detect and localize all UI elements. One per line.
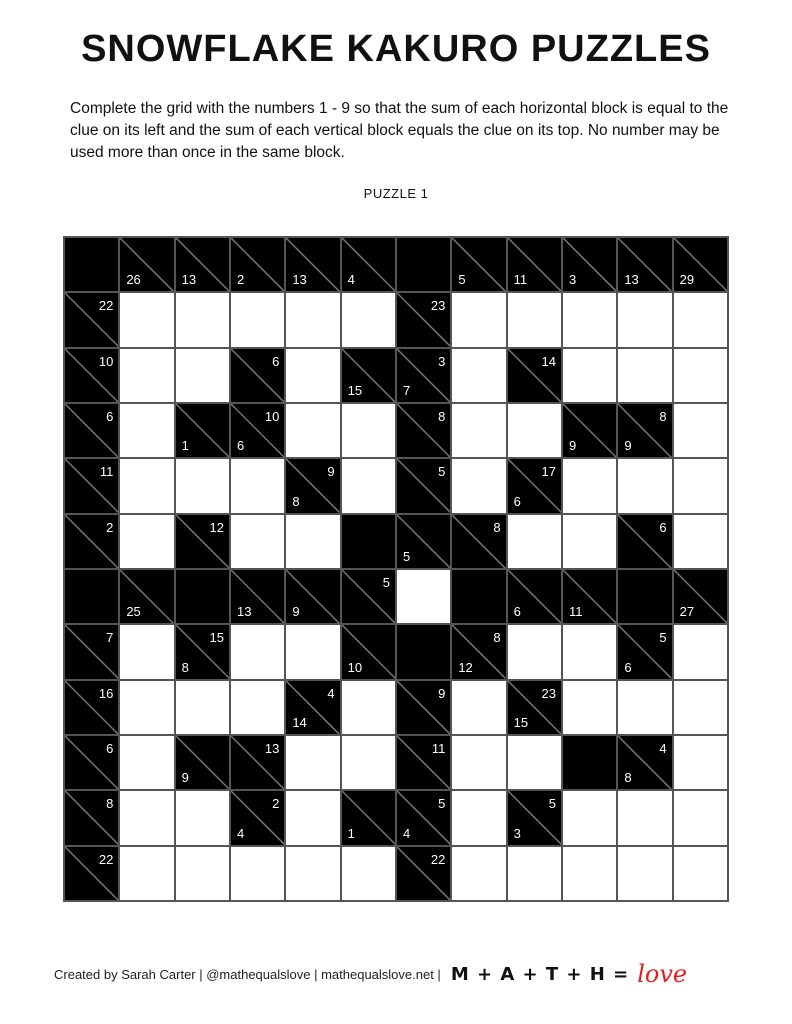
across-clue: 12 xyxy=(209,519,224,535)
clue-cell xyxy=(176,238,229,291)
across-clue: 11 xyxy=(99,464,114,480)
answer-cell[interactable] xyxy=(231,515,284,568)
answer-cell[interactable] xyxy=(452,459,505,512)
clue-cell xyxy=(65,515,118,568)
down-clue: 4 xyxy=(402,825,411,841)
answer-cell[interactable] xyxy=(508,293,561,346)
down-clue: 14 xyxy=(292,714,307,730)
across-clue: 16 xyxy=(98,685,114,701)
blocked-cell xyxy=(618,570,671,623)
answer-cell[interactable] xyxy=(563,791,616,844)
clue-cell xyxy=(397,349,450,402)
clue-cell xyxy=(618,625,671,678)
clue-cell xyxy=(618,404,671,457)
across-clue: 2 xyxy=(272,796,280,812)
clue-cell xyxy=(65,404,118,457)
down-clue: 7 xyxy=(402,382,411,398)
across-clue: 8 xyxy=(493,630,501,646)
down-clue: 15 xyxy=(513,714,529,730)
clue-cell xyxy=(342,238,395,291)
down-clue: 9 xyxy=(181,770,189,786)
clue-cell xyxy=(618,736,671,789)
down-clue: 3 xyxy=(568,272,577,288)
clue-cell xyxy=(65,625,118,678)
down-clue: 8 xyxy=(624,770,632,786)
clue-cell xyxy=(397,681,450,734)
down-clue: 5 xyxy=(458,272,466,288)
across-clue: 6 xyxy=(272,353,280,369)
down-clue: 12 xyxy=(458,659,473,675)
down-clue: 6 xyxy=(236,438,245,454)
down-clue: 13 xyxy=(181,272,197,288)
answer-cell[interactable] xyxy=(452,349,505,402)
across-clue: 6 xyxy=(659,519,667,535)
clue-cell xyxy=(342,349,395,402)
answer-cell[interactable] xyxy=(618,847,671,900)
down-clue: 25 xyxy=(126,604,141,620)
answer-cell[interactable] xyxy=(120,515,173,568)
across-clue: 10 xyxy=(264,408,280,424)
clue-cell xyxy=(176,736,229,789)
answer-cell[interactable] xyxy=(120,293,173,346)
answer-cell[interactable] xyxy=(120,349,173,402)
brand-logo: M + A + T + H = xyxy=(450,963,630,985)
clue-cell xyxy=(65,349,118,402)
down-clue: 9 xyxy=(292,604,300,620)
across-clue: 3 xyxy=(438,353,446,369)
blocked-cell xyxy=(342,515,395,568)
answer-cell[interactable] xyxy=(286,847,339,900)
answer-cell[interactable] xyxy=(674,404,727,457)
footer xyxy=(54,960,754,988)
clue-cell xyxy=(397,459,450,512)
down-clue: 6 xyxy=(513,604,521,620)
clue-cell xyxy=(397,847,450,900)
down-clue: 29 xyxy=(679,272,695,288)
clue-cell xyxy=(342,625,395,678)
clue-cell xyxy=(231,349,284,402)
answer-cell[interactable] xyxy=(342,404,395,457)
love-logo: love xyxy=(637,960,688,988)
clue-cell xyxy=(231,238,284,291)
clue-cell xyxy=(176,515,229,568)
clue-cell xyxy=(231,404,284,457)
clue-cell xyxy=(286,238,339,291)
down-clue: 13 xyxy=(236,604,252,620)
answer-cell[interactable] xyxy=(452,293,505,346)
answer-cell[interactable] xyxy=(674,847,727,900)
answer-cell[interactable] xyxy=(176,847,229,900)
clue-cell xyxy=(176,404,229,457)
answer-cell[interactable] xyxy=(674,349,727,402)
across-clue: 22 xyxy=(98,851,114,867)
footer-credits: Created by Sarah Carter | @mathequalslove | mathequalslove.net | xyxy=(54,966,441,982)
answer-cell[interactable] xyxy=(508,515,561,568)
down-clue: 1 xyxy=(347,825,355,841)
clue-cell xyxy=(452,515,505,568)
answer-cell[interactable] xyxy=(674,293,727,346)
across-clue: 5 xyxy=(382,574,390,590)
down-clue: 11 xyxy=(568,604,583,620)
clue-cell xyxy=(508,570,561,623)
answer-cell[interactable] xyxy=(618,459,671,512)
answer-cell[interactable] xyxy=(120,681,173,734)
answer-cell[interactable] xyxy=(563,293,616,346)
down-clue: 4 xyxy=(236,825,245,841)
clue-cell xyxy=(65,847,118,900)
answer-cell[interactable] xyxy=(231,681,284,734)
across-clue: 22 xyxy=(430,851,446,867)
across-clue: 5 xyxy=(438,796,446,812)
answer-cell[interactable] xyxy=(674,736,727,789)
answer-cell[interactable] xyxy=(286,625,339,678)
clue-cell xyxy=(65,736,118,789)
answer-cell[interactable] xyxy=(563,349,616,402)
across-clue: 6 xyxy=(106,408,114,424)
across-clue: 4 xyxy=(327,685,335,701)
answer-cell[interactable] xyxy=(176,349,229,402)
answer-cell[interactable] xyxy=(618,791,671,844)
down-clue: 15 xyxy=(347,382,363,398)
answer-cell[interactable] xyxy=(452,681,505,734)
answer-cell[interactable] xyxy=(563,847,616,900)
across-clue: 17 xyxy=(541,464,556,480)
clue-cell xyxy=(342,791,395,844)
answer-cell[interactable] xyxy=(176,681,229,734)
answer-cell[interactable] xyxy=(508,404,561,457)
down-clue: 9 xyxy=(568,438,577,454)
answer-cell[interactable] xyxy=(120,404,173,457)
clue-cell xyxy=(452,238,505,291)
answer-cell[interactable] xyxy=(342,293,395,346)
clue-cell xyxy=(65,459,118,512)
answer-cell[interactable] xyxy=(618,293,671,346)
answer-cell[interactable] xyxy=(231,293,284,346)
down-clue: 10 xyxy=(347,659,363,675)
answer-cell[interactable] xyxy=(342,847,395,900)
across-clue: 4 xyxy=(659,740,667,756)
answer-cell[interactable] xyxy=(342,736,395,789)
across-clue: 5 xyxy=(438,464,446,480)
across-clue: 5 xyxy=(548,796,556,812)
answer-cell[interactable] xyxy=(563,459,616,512)
answer-cell[interactable] xyxy=(120,625,173,678)
answer-cell[interactable] xyxy=(618,349,671,402)
clue-cell xyxy=(120,238,173,291)
clue-cell xyxy=(397,791,450,844)
clue-cell xyxy=(65,293,118,346)
answer-cell[interactable] xyxy=(231,847,284,900)
across-clue: 23 xyxy=(541,685,556,701)
clue-cell xyxy=(563,238,616,291)
clue-cell xyxy=(286,459,339,512)
across-clue: 10 xyxy=(98,353,114,369)
answer-cell[interactable] xyxy=(452,404,505,457)
blocked-cell xyxy=(65,570,118,623)
across-clue: 23 xyxy=(430,298,446,314)
clue-cell xyxy=(176,625,229,678)
answer-cell[interactable] xyxy=(120,791,173,844)
down-clue: 1 xyxy=(181,438,189,454)
answer-cell[interactable] xyxy=(563,515,616,568)
blocked-cell xyxy=(176,570,229,623)
answer-cell[interactable] xyxy=(508,625,561,678)
puzzle-label: PUZZLE 1 xyxy=(363,186,429,201)
down-clue: 13 xyxy=(624,272,639,288)
down-clue: 11 xyxy=(513,272,528,288)
clue-cell xyxy=(231,570,284,623)
blocked-cell xyxy=(65,238,118,291)
clue-cell xyxy=(286,570,339,623)
answer-cell[interactable] xyxy=(563,625,616,678)
clue-cell xyxy=(452,625,505,678)
across-clue: 9 xyxy=(327,464,335,480)
across-clue: 15 xyxy=(209,630,224,646)
clue-cell xyxy=(286,681,339,734)
answer-cell[interactable] xyxy=(286,293,339,346)
instructions-text: Complete the grid with the numbers 1 - 9 so that the sum of each horizontal block is equal to the clue on its left and the sum of each vertical block equals the clue on its top. No number may be used more than once in the same block. xyxy=(70,100,729,161)
answer-cell[interactable] xyxy=(120,847,173,900)
clue-cell xyxy=(342,570,395,623)
answer-cell[interactable] xyxy=(286,404,339,457)
answer-cell[interactable] xyxy=(397,570,450,623)
across-clue: 13 xyxy=(264,740,280,756)
clue-cell xyxy=(508,681,561,734)
answer-cell[interactable] xyxy=(286,791,339,844)
blocked-cell xyxy=(452,570,505,623)
down-clue: 8 xyxy=(292,493,300,509)
down-clue: 26 xyxy=(126,272,141,288)
clue-cell xyxy=(120,570,173,623)
answer-cell[interactable] xyxy=(618,681,671,734)
across-clue: 2 xyxy=(106,519,114,535)
clue-cell xyxy=(508,349,561,402)
answer-cell[interactable] xyxy=(452,791,505,844)
across-clue: 8 xyxy=(493,519,501,535)
answer-cell[interactable] xyxy=(674,459,727,512)
down-clue: 9 xyxy=(624,438,632,454)
answer-cell[interactable] xyxy=(176,791,229,844)
across-clue: 22 xyxy=(98,298,114,314)
down-clue: 3 xyxy=(513,825,521,841)
answer-cell[interactable] xyxy=(286,349,339,402)
clue-cell xyxy=(397,515,450,568)
answer-cell[interactable] xyxy=(286,736,339,789)
across-clue: 8 xyxy=(106,796,114,812)
answer-cell[interactable] xyxy=(674,791,727,844)
answer-cell[interactable] xyxy=(452,847,505,900)
clue-cell xyxy=(508,791,561,844)
down-clue: 5 xyxy=(402,548,411,564)
down-clue: 6 xyxy=(624,659,632,675)
clue-cell xyxy=(618,238,671,291)
clue-cell xyxy=(563,404,616,457)
blocked-cell xyxy=(563,736,616,789)
answer-cell[interactable] xyxy=(508,736,561,789)
down-clue: 6 xyxy=(513,493,521,509)
blocked-cell xyxy=(397,238,450,291)
across-clue: 7 xyxy=(106,630,114,646)
answer-cell[interactable] xyxy=(674,625,727,678)
page-title: SNOWFLAKE KAKURO PUZZLES xyxy=(81,28,711,70)
answer-cell[interactable] xyxy=(231,625,284,678)
answer-cell[interactable] xyxy=(120,736,173,789)
kakuro-grid xyxy=(63,236,729,902)
across-clue: 14 xyxy=(541,353,556,369)
answer-cell[interactable] xyxy=(176,293,229,346)
down-clue: 8 xyxy=(181,659,189,675)
answer-cell[interactable] xyxy=(120,459,173,512)
across-clue: 6 xyxy=(106,740,114,756)
across-clue: 5 xyxy=(659,630,667,646)
answer-cell[interactable] xyxy=(563,681,616,734)
across-clue: 8 xyxy=(659,408,667,424)
clue-cell xyxy=(65,681,118,734)
clue-cell xyxy=(397,736,450,789)
clue-cell xyxy=(65,791,118,844)
down-clue: 13 xyxy=(292,272,307,288)
clue-cell xyxy=(508,459,561,512)
down-clue: 27 xyxy=(679,604,695,620)
answer-cell[interactable] xyxy=(674,681,727,734)
answer-cell[interactable] xyxy=(176,459,229,512)
answer-cell[interactable] xyxy=(342,459,395,512)
clue-cell xyxy=(231,791,284,844)
down-clue: 4 xyxy=(347,272,355,288)
clue-cell xyxy=(508,238,561,291)
across-clue: 9 xyxy=(438,685,446,701)
clue-cell xyxy=(618,515,671,568)
clue-cell xyxy=(674,238,727,291)
answer-cell[interactable] xyxy=(508,847,561,900)
answer-cell[interactable] xyxy=(452,736,505,789)
clue-cell xyxy=(397,293,450,346)
blocked-cell xyxy=(397,625,450,678)
clue-cell xyxy=(674,570,727,623)
answer-cell[interactable] xyxy=(286,515,339,568)
down-clue: 2 xyxy=(236,272,245,288)
across-clue: 8 xyxy=(438,408,446,424)
clue-cell xyxy=(397,404,450,457)
clue-cell xyxy=(563,570,616,623)
across-clue: 11 xyxy=(431,740,446,756)
answer-cell[interactable] xyxy=(342,681,395,734)
answer-cell[interactable] xyxy=(674,515,727,568)
answer-cell[interactable] xyxy=(231,459,284,512)
clue-cell xyxy=(231,736,284,789)
